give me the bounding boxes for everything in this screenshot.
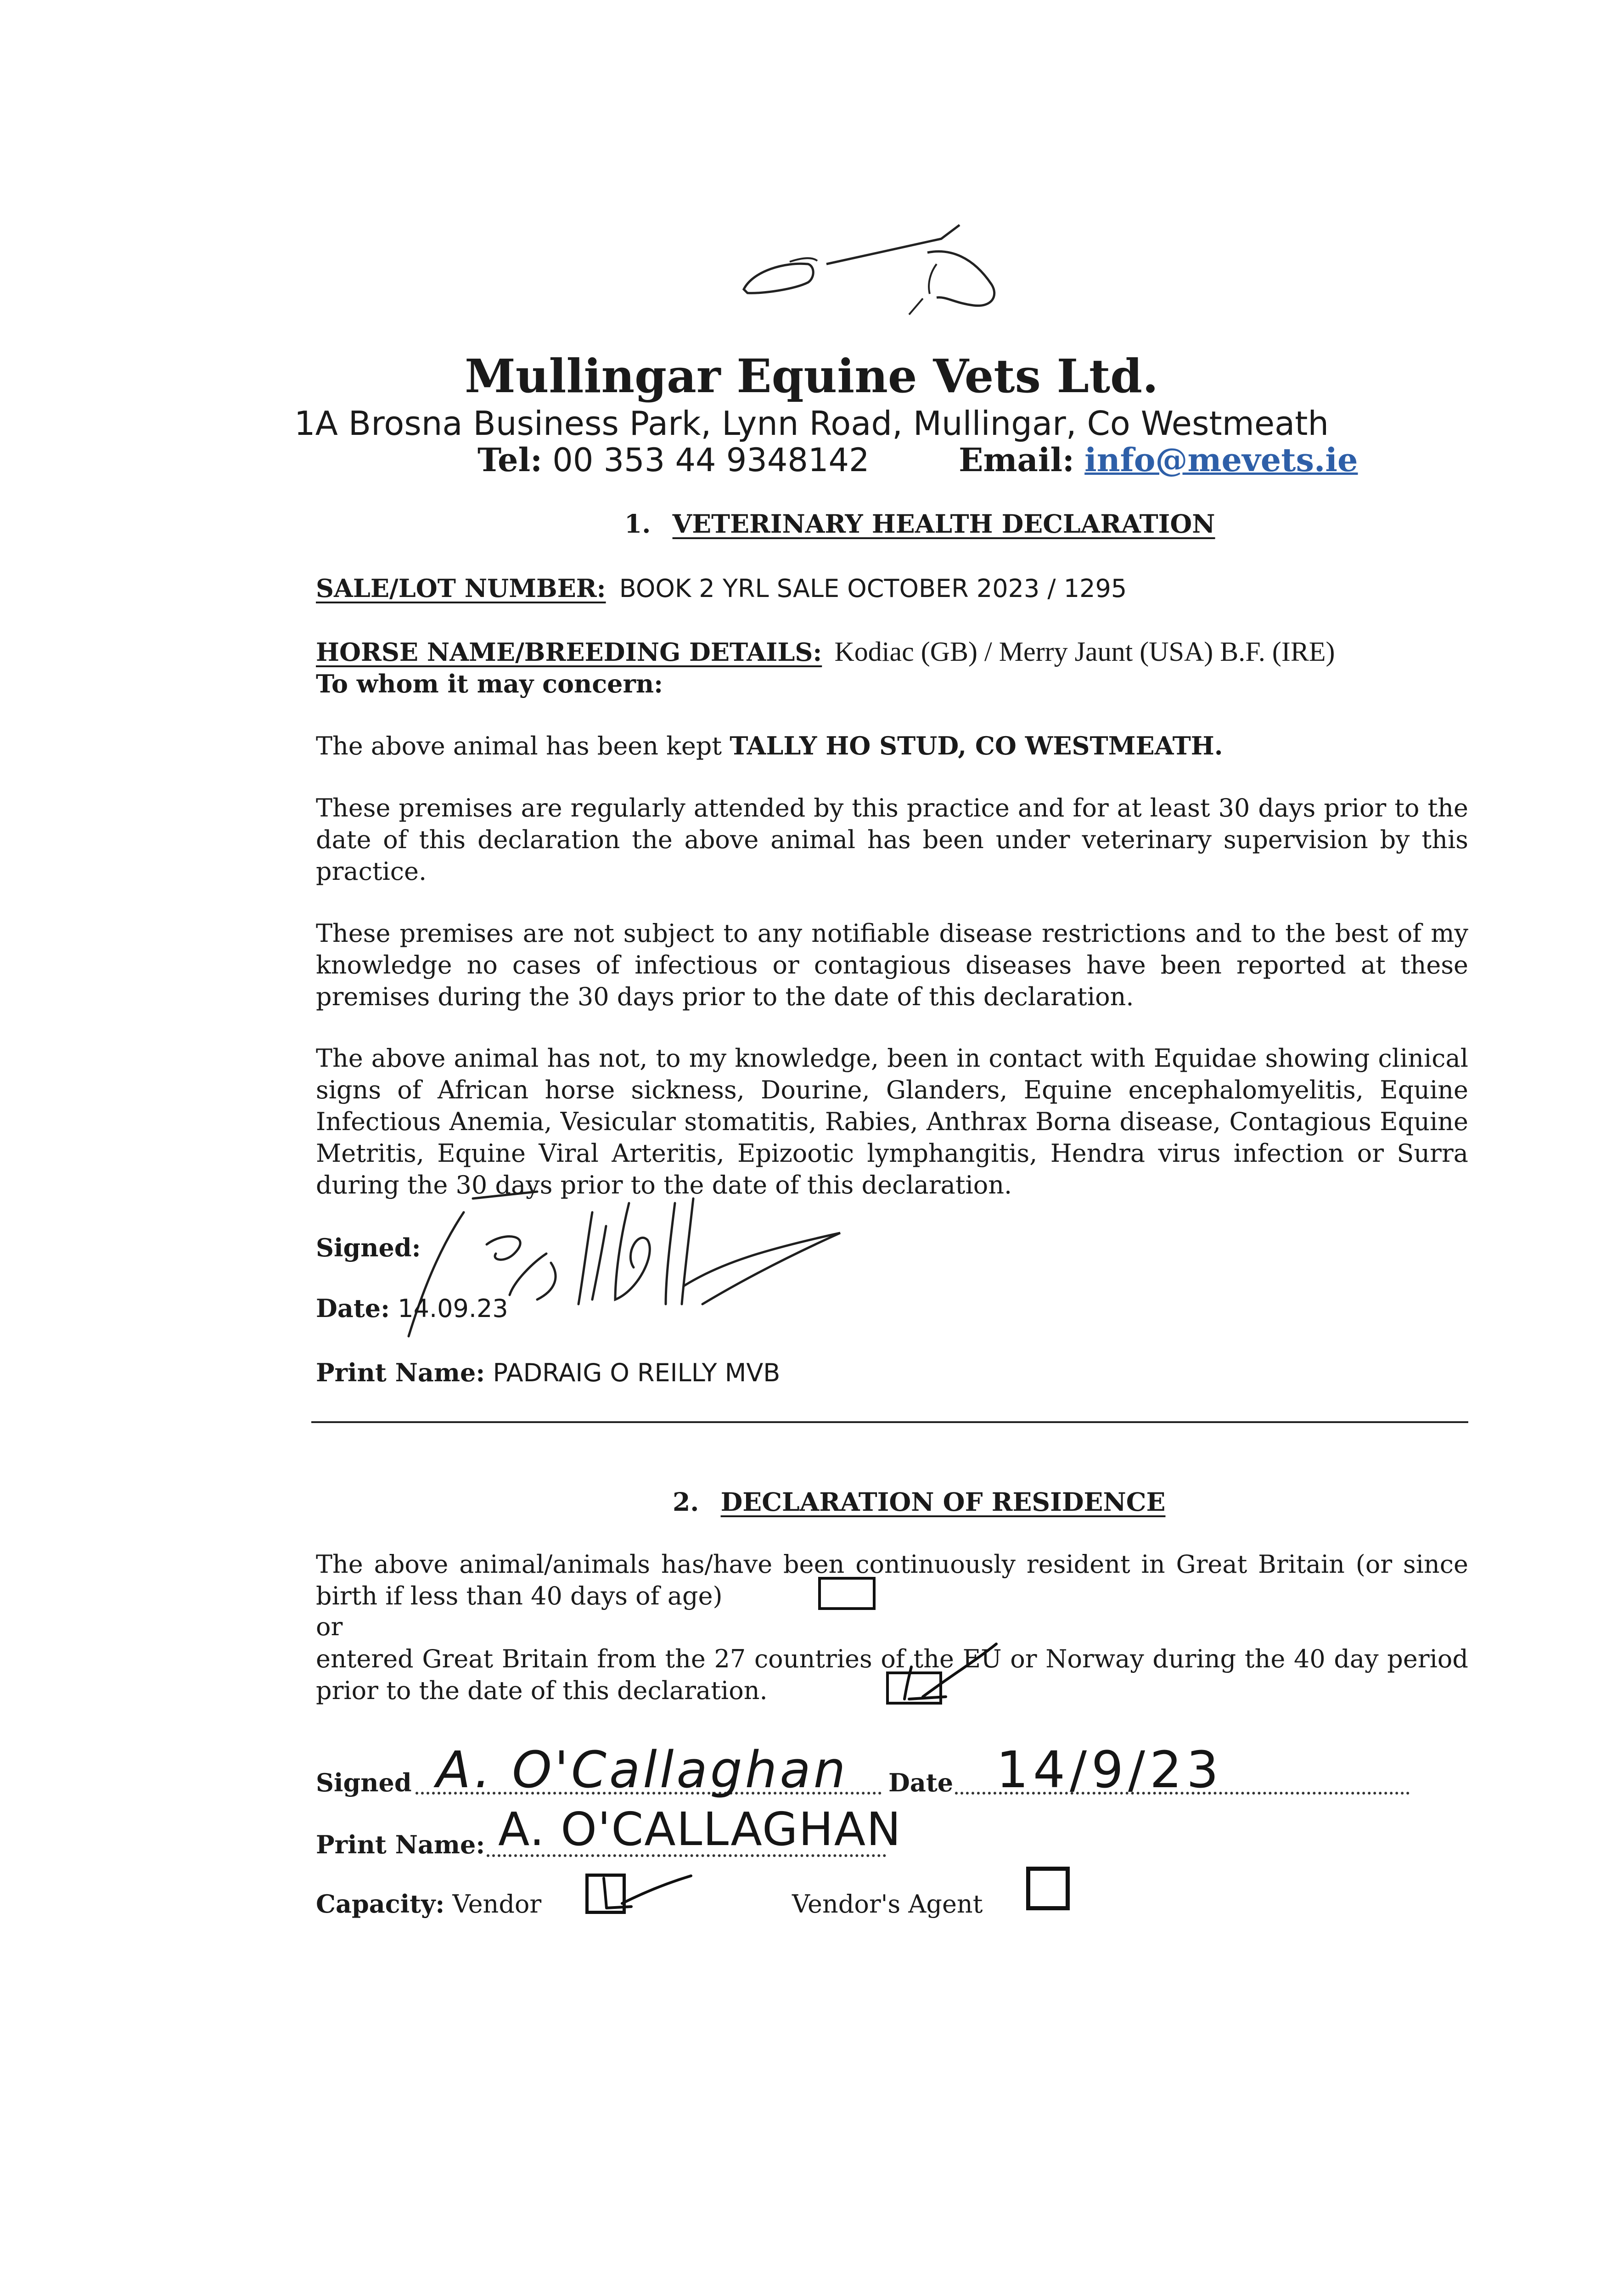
company-name: Mullingar Equine Vets Ltd.	[465, 349, 1158, 403]
capacity-line	[316, 1888, 541, 1920]
print-name-line	[316, 1357, 780, 1389]
print-name-label: Print Name:	[316, 1358, 485, 1387]
company-address: 1A Brosna Business Park, Lynn Road, Mullingar, Co Westmeath	[294, 404, 1329, 443]
print-name2-label: Print Name:	[316, 1830, 485, 1859]
date2-label: Date	[888, 1768, 954, 1797]
print-name2-handwritten: A. O'CALLAGHAN	[498, 1802, 902, 1856]
tel-label: Tel:	[477, 441, 543, 479]
section2-heading	[673, 1487, 1165, 1517]
agent-label: Vendor's Agent	[792, 1890, 983, 1919]
date-value: 14.09.23	[398, 1294, 508, 1323]
section1-heading	[624, 509, 1215, 539]
email-link[interactable]: info@mevets.ie	[1084, 441, 1358, 479]
option1-checkbox[interactable]	[818, 1577, 876, 1610]
print-name-value: PADRAIG O REILLY MVB	[493, 1358, 781, 1387]
email-label: Email:	[959, 441, 1074, 479]
horse-value: Kodiac (GB) / Merry Jaunt (USA) B.F. (IRE)	[834, 636, 1335, 667]
option2-tick-mark	[895, 1635, 1005, 1708]
signed-label: Signed:	[316, 1233, 421, 1262]
contact-line	[477, 441, 1358, 479]
agent-checkbox[interactable]	[1026, 1867, 1070, 1910]
option1-text: The above animal/animals has/have been continuously resident in Great Britain (or since birth if less than 40 days of age)	[316, 1550, 1468, 1610]
section2-title: DECLARATION OF RESIDENCE	[720, 1487, 1166, 1517]
sale-lot-line	[316, 573, 1127, 604]
horse-logo	[735, 220, 1028, 326]
para-attended: These premises are regularly attended by this practice and for at least 30 days prior to the date of this declaration the above animal has been under veterinary supervision by this practice.	[316, 793, 1468, 886]
kept-text: The above animal has been kept	[316, 732, 722, 760]
section1-title: VETERINARY HEALTH DECLARATION	[672, 509, 1215, 539]
signed2-label: Signed	[316, 1768, 412, 1797]
section2-number: 2.	[673, 1487, 699, 1517]
section1-number: 1.	[624, 509, 651, 539]
section-divider	[311, 1421, 1468, 1423]
to-whom-line: To whom it may concern:	[316, 669, 663, 698]
para-restrictions: These premises are not subject to any notifiable disease restrictions and to the best of my knowledge no cases of infectious or contagious diseases have been reported at these premises during the 30 days prior to the date of this declaration.	[316, 919, 1468, 1011]
sale-lot-label: SALE/LOT NUMBER:	[316, 574, 606, 603]
horse-label: HORSE NAME/BREEDING DETAILS:	[316, 637, 822, 667]
date2-handwritten: 14/9/23	[996, 1740, 1224, 1799]
sale-lot-value: BOOK 2 YRL SALE OCTOBER 2023 / 1295	[619, 574, 1127, 603]
tel-value: 00 353 44 9348142	[552, 441, 870, 479]
vendor-tick-mark	[590, 1851, 700, 1915]
vendor-label: Vendor	[452, 1890, 542, 1919]
date-label: Date:	[316, 1294, 390, 1323]
horse-line	[316, 636, 1335, 668]
kept-place: TALLY HO STUD, CO WESTMEATH.	[730, 731, 1223, 760]
capacity-label: Capacity:	[316, 1889, 445, 1919]
kept-line	[316, 730, 1223, 762]
option2-text: entered Great Britain from the 27 countries of the EU or Norway during the 40 day period prior to the date of this declaration.	[316, 1644, 1468, 1705]
date-line	[316, 1293, 508, 1324]
signed2-handwritten: A. O'Callaghan	[436, 1740, 848, 1799]
para-contact: The above animal has not, to my knowledge, been in contact with Equidae showing clinical signs of African horse sickness, Dourine, Glanders, Equine encephalomyelitis, Equine Infectious Anemia, Vesicular stomatitis, Rabies, Anthrax Borna disease, Contagious Equine Metritis, Equine Viral Arteritis, Epizootic lymphangitis, Hendra virus infection or Surra during the 30 days prior to the date of this declaration.	[316, 1044, 1468, 1199]
or-text: or	[316, 1612, 343, 1641]
